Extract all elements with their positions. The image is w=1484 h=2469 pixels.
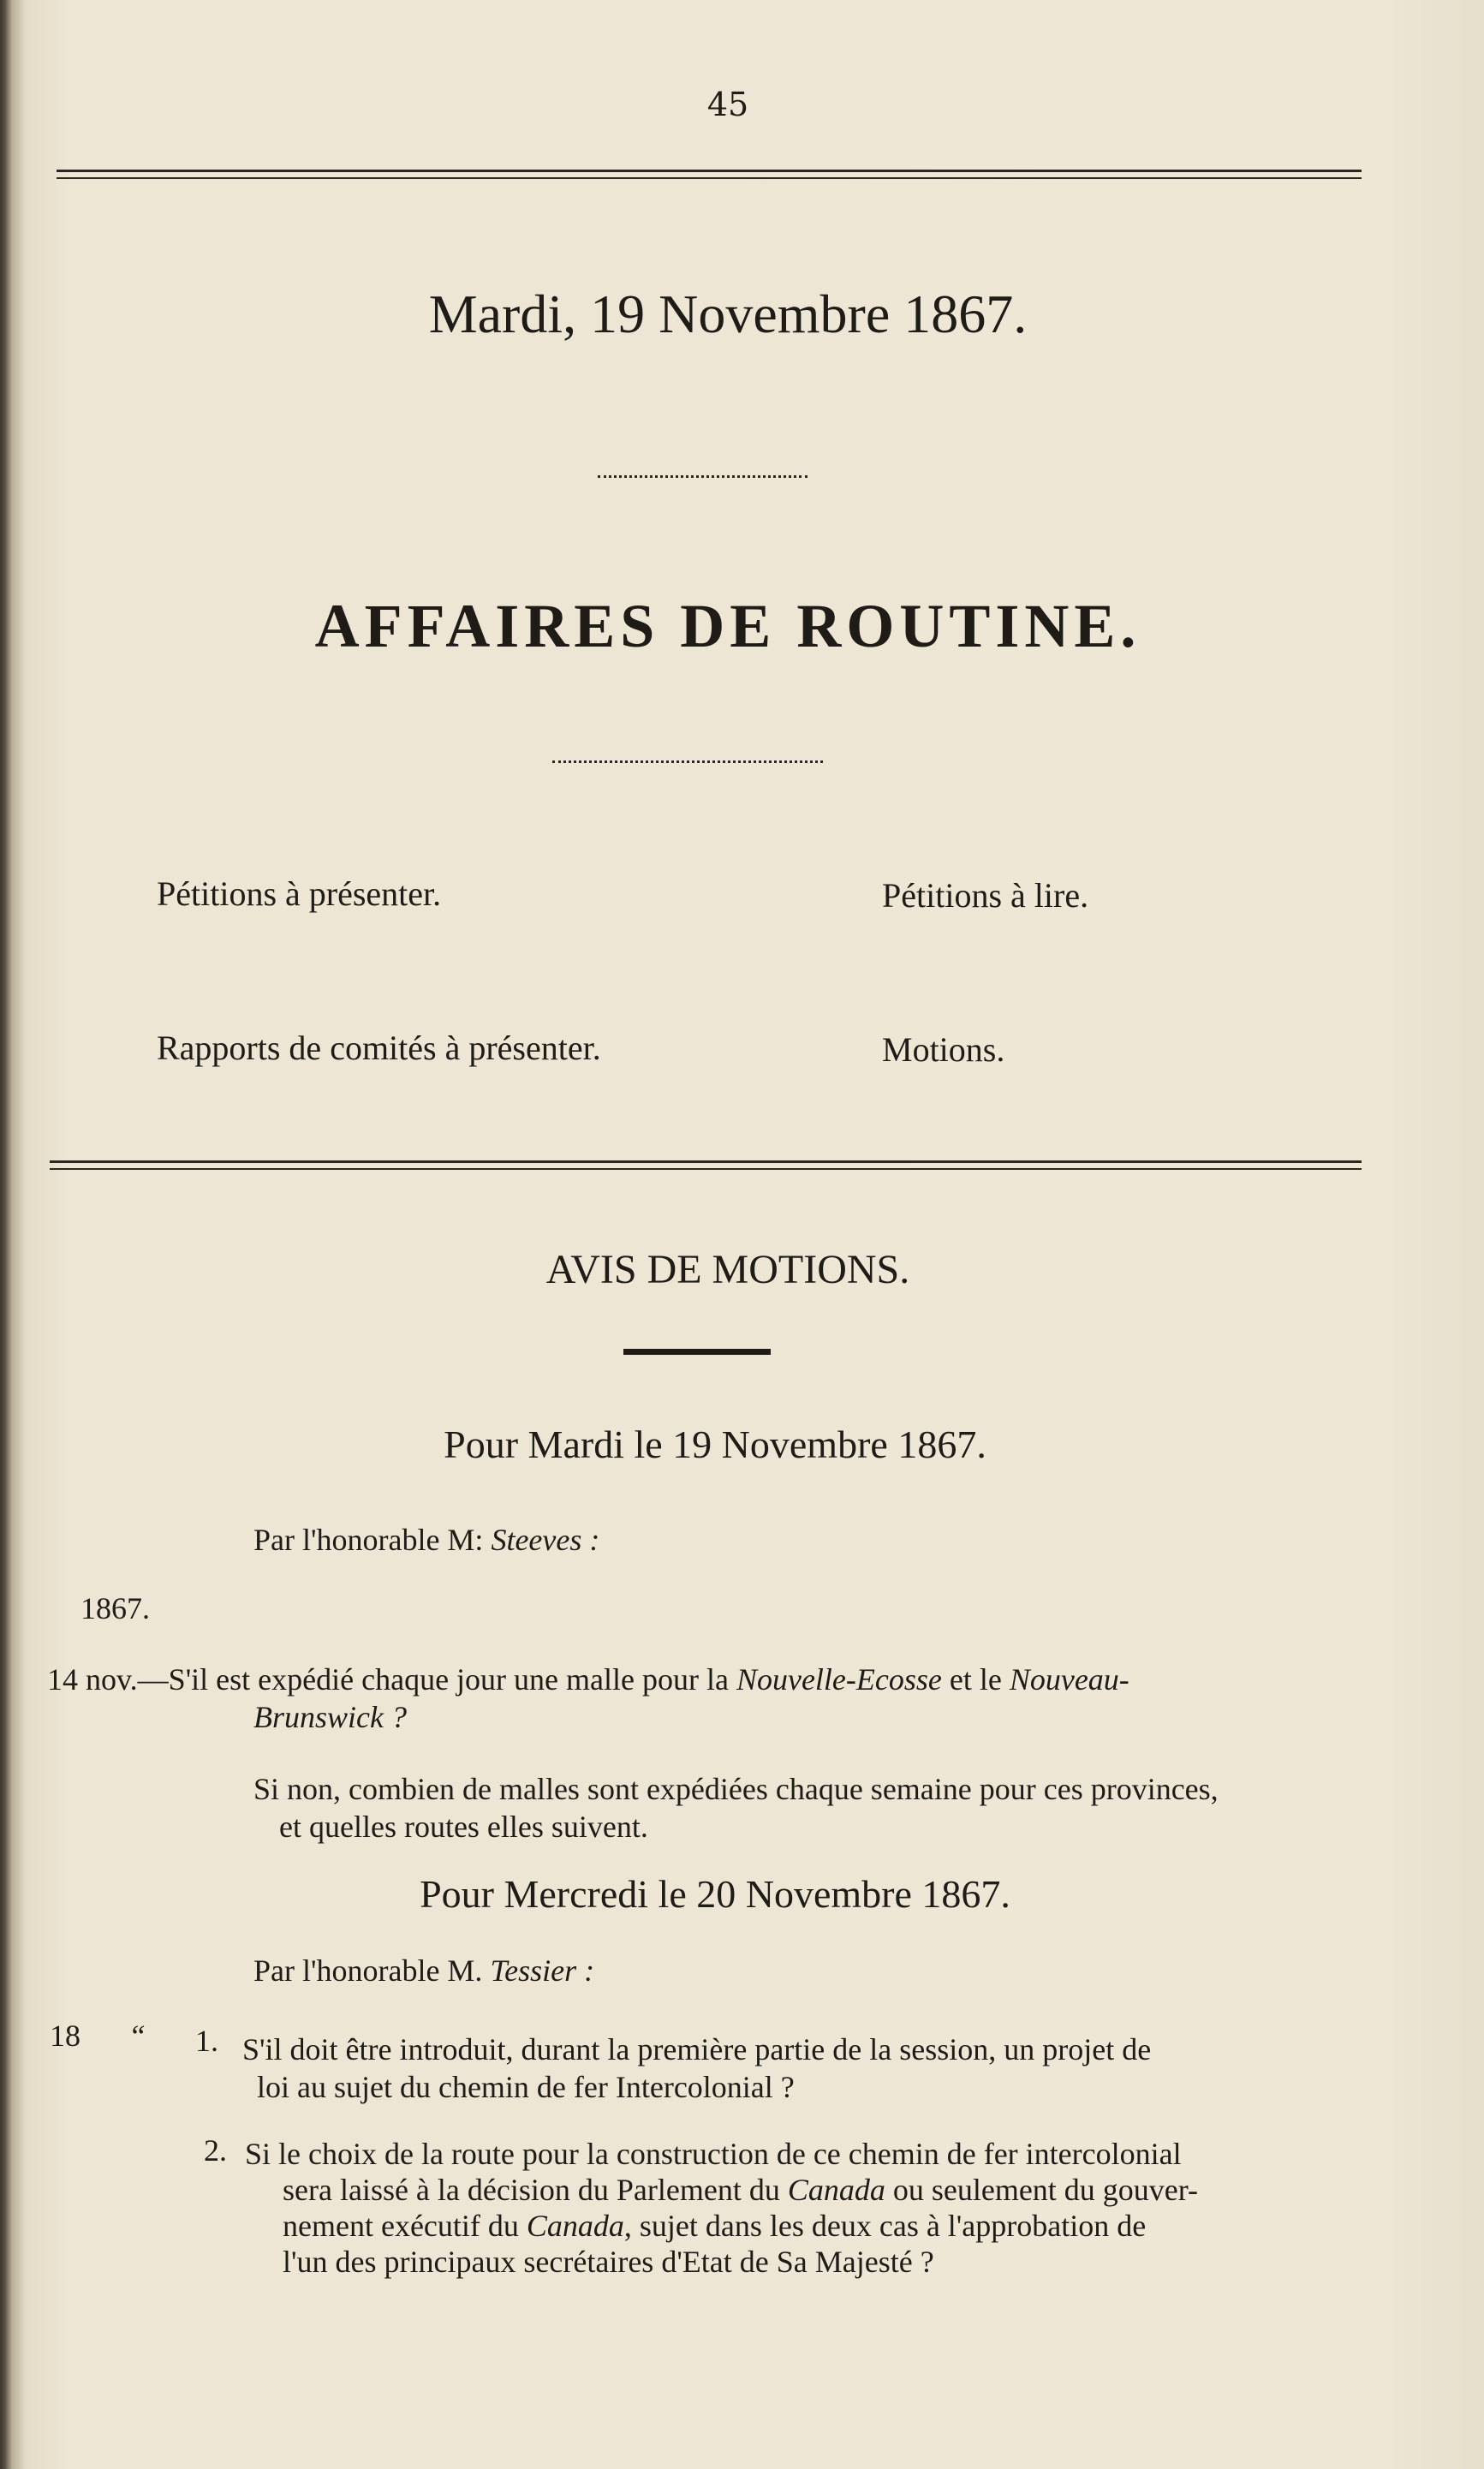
day2-par: Par l'honorable M. xyxy=(253,1953,483,1988)
avis-title: AVIS DE MOTIONS. xyxy=(545,1247,910,1292)
day2-q1-line2: loi au sujet du chemin de fer Intercolonial ? xyxy=(257,2070,795,2104)
day1-question: —S'il est expédié chaque jour une malle pour la xyxy=(137,1662,729,1697)
day1-place-nouveau: Nouveau- xyxy=(1009,1662,1129,1697)
day1-member: Steeves : xyxy=(491,1523,600,1557)
wavy-divider-2 xyxy=(552,752,823,763)
day1-par: Par l'honorable M: xyxy=(253,1523,484,1557)
day2-member-line xyxy=(253,1953,594,1989)
day2-q2-line2-text: sera laissé à la décision du Parlement du xyxy=(283,2173,780,2207)
avis-underline xyxy=(623,1349,771,1355)
routine-item-motions: Motions. xyxy=(882,1030,1005,1069)
day2-q2-line3 xyxy=(283,2208,1146,2244)
day2-ditto: “ xyxy=(128,2019,146,2053)
day2-date: 18 xyxy=(50,2019,80,2053)
day2-q2-number: 2. xyxy=(204,2133,227,2168)
header-double-rule xyxy=(57,170,1362,172)
day2-q2-line2-end: ou seulement du gouver- xyxy=(892,2173,1199,2207)
day2-q2-line3-text: nement exécutif du xyxy=(283,2209,519,2243)
day1-heading: Pour Mardi le 19 Novembre 1867. xyxy=(444,1422,986,1466)
date-heading: Mardi, 19 Novembre 1867. xyxy=(428,283,1028,344)
day2-q1-number: 1. xyxy=(195,2024,218,2058)
section-double-rule xyxy=(50,1160,1362,1163)
day1-question-line xyxy=(47,1661,1129,1697)
day2-q1-line1: S'il doit être introduit, durant la première partie de la session, un projet de xyxy=(242,2032,1152,2066)
day1-followup-1: Si non, combien de malles sont expédiées chaque semaine pour ces provinces, xyxy=(253,1772,1219,1806)
day1-and: et le xyxy=(949,1662,1002,1697)
routine-item-petitions-presenter: Pétitions à présenter. xyxy=(157,874,442,913)
wavy-divider-1 xyxy=(598,467,808,478)
day2-q2-line2 xyxy=(283,2172,1198,2208)
day2-heading: Pour Mercredi le 20 Novembre 1867. xyxy=(420,1872,1010,1916)
day2-member: Tessier : xyxy=(490,1953,595,1988)
page-number: 45 xyxy=(706,86,749,123)
routine-item-rapports: Rapports de comités à présenter. xyxy=(157,1029,601,1067)
day1-date: 14 nov. xyxy=(47,1662,138,1697)
day2-q2-line3-end: , sujet dans les deux cas à l'approbation de xyxy=(623,2209,1147,2243)
day1-place-nouvelle-ecosse: Nouvelle-Ecosse xyxy=(736,1662,942,1697)
day2-q2-canada-2: Canada xyxy=(526,2209,624,2243)
routine-item-petitions-lire: Pétitions à lire. xyxy=(882,876,1089,915)
day1-member-line xyxy=(253,1522,599,1558)
day2-q2-canada: Canada xyxy=(787,2173,885,2207)
day1-place-brunswick: Brunswick ? xyxy=(253,1700,407,1734)
day2-q2-line4: l'un des principaux secrétaires d'Etat de Sa Majesté ? xyxy=(283,2245,934,2279)
day2-q2-line1: Si le choix de la route pour la construction de ce chemin de fer intercolonial xyxy=(245,2137,1182,2171)
day1-year: 1867. xyxy=(80,1591,150,1625)
section-title: AFFAIRES DE ROUTINE. xyxy=(314,592,1141,660)
day1-followup-2: et quelles routes elles suivent. xyxy=(279,1810,648,1844)
